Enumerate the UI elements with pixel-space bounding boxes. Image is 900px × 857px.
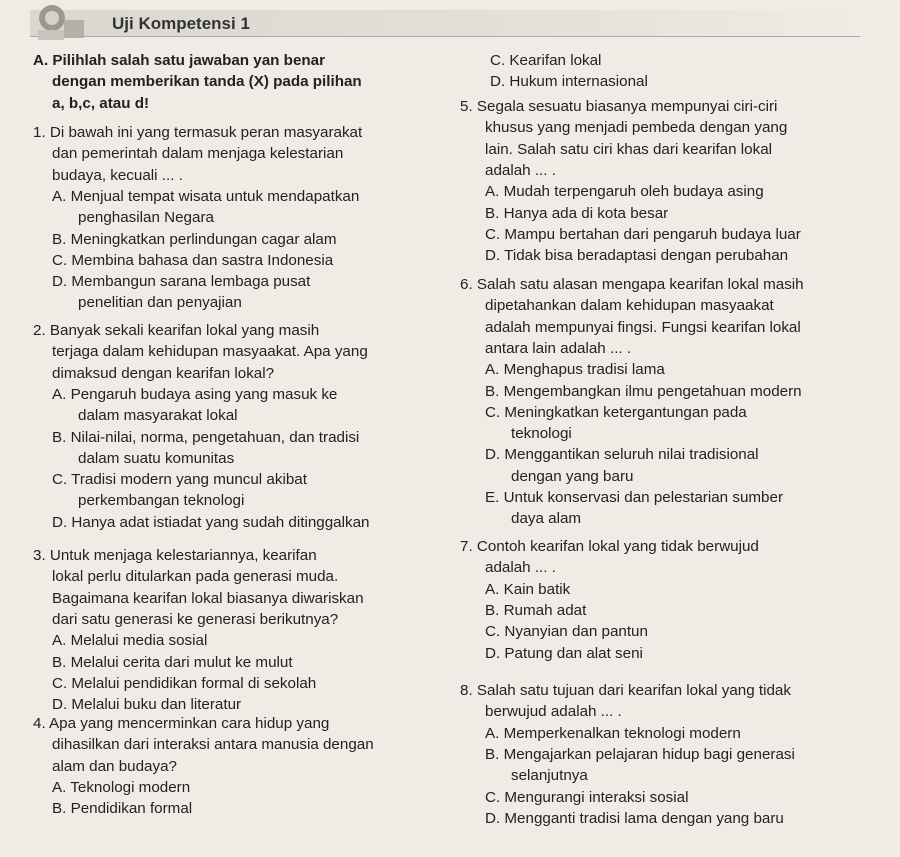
q7-option: A. Kain batik — [485, 580, 571, 598]
q3-option: D. Melalui buku dan literatur — [52, 696, 242, 714]
q7-option: D. Patung dan alat seni — [485, 644, 643, 662]
q1-option: D. Hukum internasional — [490, 73, 648, 91]
q3-text-line: 3. Untuk menjaga kelestariannya, kearifan — [33, 547, 317, 564]
q2-option: dalam masyarakat lokal — [78, 407, 238, 425]
q5-option: C. Mampu bertahan dari pengaruh budaya luar — [485, 225, 801, 243]
instruction-line: a, b,c, atau d! — [52, 94, 150, 112]
q2-text-line: terjaga dalam kehidupan masyaakat. Apa yang — [52, 343, 368, 361]
q8-text-line: berwujud adalah ... . — [485, 703, 622, 721]
q8-option: selanjutnya — [511, 767, 588, 785]
q1-text-line: 1. Di bawah ini yang termasuk peran masyarakat — [33, 124, 363, 141]
q2-option: dalam suatu komunitas — [78, 449, 235, 467]
q4-option: B. Pendidikan formal — [52, 800, 193, 818]
q7-option: B. Rumah adat — [485, 601, 587, 619]
instruction-line: A. Pilihlah salah satu jawaban yan benar — [33, 52, 326, 69]
q3-text-line: Bagaimana kearifan lokal biasanya diwariskan — [52, 589, 364, 607]
q6-option: C. Meningkatkan ketergantungan pada — [485, 403, 747, 421]
q6-option: daya alam — [511, 510, 582, 528]
q4-option: A. Teknologi modern — [52, 778, 191, 796]
q6-option: D. Menggantikan seluruh nilai tradisional — [485, 446, 759, 464]
q6-option: E. Untuk konservasi dan pelestarian sumber — [485, 489, 783, 506]
q3-option: B. Melalui cerita dari mulut ke mulut — [52, 653, 293, 671]
q1-text-line: dan pemerintah dalam menjaga kelestarian — [52, 145, 344, 163]
q5-text-line: adalah ... . — [485, 161, 556, 179]
q3-option: A. Melalui media sosial — [52, 632, 208, 650]
q7-text-line: adalah ... . — [485, 559, 556, 577]
q6-text-line: antara lain adalah ... . — [485, 339, 632, 357]
instruction-line: dengan memberikan tanda (X) pada pilihan — [52, 73, 362, 91]
q3-text-line: lokal perlu ditularkan pada generasi muda. — [52, 568, 339, 586]
q5-text-line: lain. Salah satu ciri khas dari kearifan lokal — [485, 140, 773, 158]
q3-text-line: dari satu generasi ke generasi berikutnya? — [52, 610, 339, 628]
q8-option: C. Mengurangi interaksi sosial — [485, 788, 689, 806]
q1-option: D. Membangun sarana lembaga pusat — [52, 273, 311, 291]
q4-text-line: 4. Apa yang mencerminkan cara hidup yang — [33, 715, 330, 732]
q2-option: D. Hanya adat istiadat yang sudah ditinggalkan — [52, 513, 370, 531]
q4-text-line: alam dan budaya? — [52, 757, 177, 775]
q8-option: D. Mengganti tradisi lama dengan yang baru — [485, 809, 784, 827]
q8-text-line: 8. Salah satu tujuan dari kearifan lokal yang tidak — [460, 682, 791, 699]
q1-option: C. Membina bahasa dan sastra Indonesia — [52, 251, 334, 269]
page-title: Uji Kompetensi 1 — [112, 14, 250, 33]
q1-text-line: budaya, kecuali ... . — [52, 166, 183, 184]
q2-option: A. Pengaruh budaya asing yang masuk ke — [52, 385, 338, 403]
q1-option: penelitian dan penyajian — [78, 294, 242, 312]
q5-text-line: 5. Segala sesuatu biasanya mempunyai ciri-ciri — [460, 98, 778, 115]
q7-text-line: 7. Contoh kearifan lokal yang tidak berwujud — [460, 538, 759, 555]
q5-option: D. Tidak bisa beradaptasi dengan perubahan — [485, 247, 789, 265]
q4-text-line: dihasilkan dari interaksi antara manusia dengan — [52, 736, 374, 754]
q2-text-line: dimaksud dengan kearifan lokal? — [52, 364, 275, 382]
q6-option: B. Mengembangkan ilmu pengetahuan modern — [485, 382, 802, 400]
q6-text-line: dipetahankan dalam kehidupan masyaakat — [485, 297, 774, 315]
decorative-badge-icon — [34, 2, 86, 42]
q6-text-line: 6. Salah satu alasan mengapa kearifan lokal masih — [460, 276, 804, 293]
q1-option: C. Kearifan lokal — [490, 52, 602, 69]
q7-option: C. Nyanyian dan pantun — [485, 623, 648, 641]
q1-option: B. Meningkatkan perlindungan cagar alam — [52, 230, 337, 248]
q8-option: A. Memperkenalkan teknologi modern — [485, 724, 741, 742]
q2-text-line: 2. Banyak sekali kearifan lokal yang masih — [33, 322, 320, 339]
q2-option: C. Tradisi modern yang muncul akibat — [52, 471, 307, 489]
q2-option: perkembangan teknologi — [78, 492, 245, 510]
q5-option: A. Mudah terpengaruh oleh budaya asing — [485, 183, 764, 201]
q5-text-line: khusus yang menjadi pembeda dengan yang — [485, 119, 788, 137]
q2-option: B. Nilai-nilai, norma, pengetahuan, dan tradisi — [52, 428, 360, 446]
q6-option: teknologi — [511, 425, 572, 443]
q1-option: A. Menjual tempat wisata untuk mendapatkan — [52, 187, 360, 205]
q3-option: C. Melalui pendidikan formal di sekolah — [52, 674, 317, 692]
q1-option: penghasilan Negara — [78, 209, 214, 227]
q5-option: B. Hanya ada di kota besar — [485, 204, 669, 222]
q6-option: A. Menghapus tradisi lama — [485, 361, 665, 379]
q6-text-line: adalah mempunyai fingsi. Fungsi kearifan lokal — [485, 318, 801, 336]
q6-option: dengan yang baru — [511, 467, 634, 485]
q8-option: B. Mengajarkan pelajaran hidup bagi generasi — [485, 745, 795, 763]
